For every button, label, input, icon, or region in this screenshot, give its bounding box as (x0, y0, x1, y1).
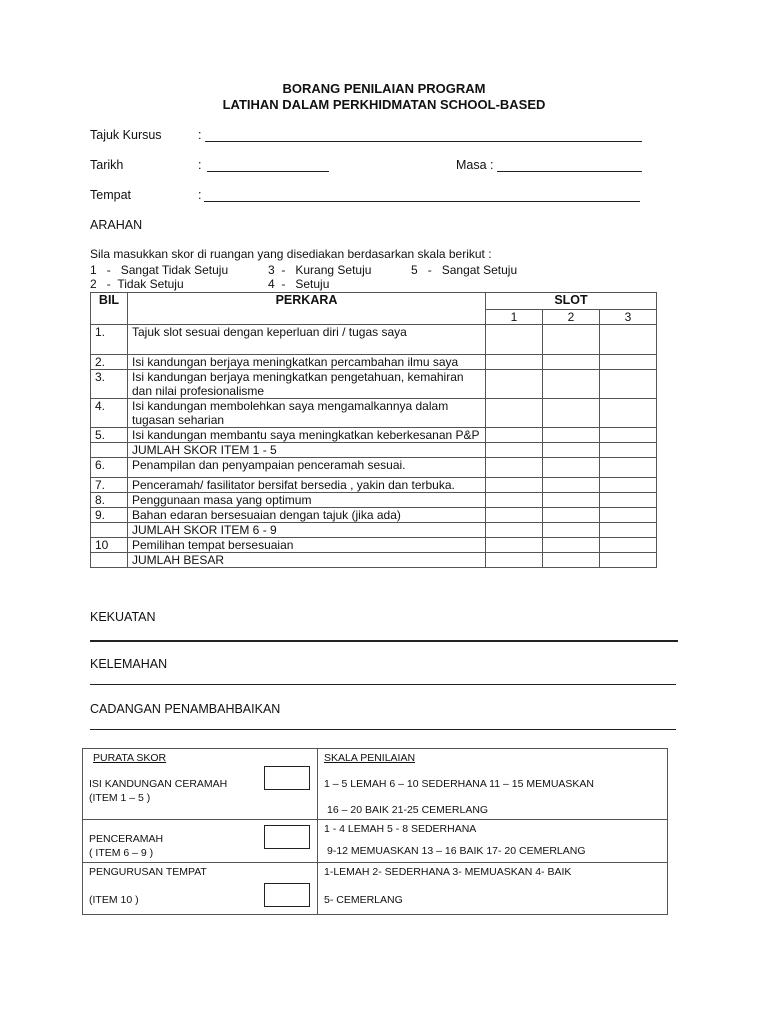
col-skala-header: SKALA PENILAIAN (324, 752, 416, 764)
col-purata-header: PURATA SKOR (93, 752, 167, 764)
colon: : (198, 188, 202, 202)
score-cell-penceramah: PENCERAMAH ( ITEM 6 – 9 ) (83, 820, 318, 863)
tempat-label: Tempat (90, 188, 131, 202)
col-perkara-header: PERKARA (128, 293, 486, 325)
table-row: 9. Bahan edaran bersesuaian dengan tajuk (jika ada) (91, 508, 657, 523)
score-cell[interactable] (600, 508, 657, 523)
score-cell[interactable] (600, 443, 657, 458)
score-cell[interactable] (600, 538, 657, 553)
score-cell[interactable] (600, 478, 657, 493)
score-cell-isi: PURATA SKOR ISI KANDUNGAN CERAMAH (ITEM 1 – 5 ) (83, 749, 318, 820)
cadangan-heading: CADANGAN PENAMBAHBAIKAN (90, 702, 281, 716)
score-cell[interactable] (486, 458, 543, 478)
score-cell[interactable] (600, 428, 657, 443)
score-cell[interactable] (486, 428, 543, 443)
form-subtitle: LATIHAN DALAM PERKHIDMATAN SCHOOL-BASED (222, 97, 546, 112)
score-cell[interactable] (543, 458, 600, 478)
tempat-field[interactable] (204, 201, 640, 202)
kekuatan-heading: KEKUATAN (90, 610, 156, 624)
score-cell[interactable] (543, 443, 600, 458)
score-cell[interactable] (600, 370, 657, 399)
score-cell[interactable] (486, 538, 543, 553)
arahan-heading: ARAHAN (90, 218, 143, 232)
table-row: JUMLAH SKOR ITEM 1 - 5 (91, 443, 657, 458)
table-row: 7. Penceramah/ fasilitator bersifat bersedia , yakin dan terbuka. (91, 478, 657, 493)
table-row: 1. Tajuk slot sesuai dengan keperluan diri / tugas saya (91, 325, 657, 355)
score-cell[interactable] (600, 553, 657, 568)
table-row: 8. Penggunaan masa yang optimum (91, 493, 657, 508)
scale-item-4: 4 - Setuju (268, 277, 330, 291)
slot-1-header: 1 (486, 310, 543, 325)
kekuatan-field[interactable] (90, 640, 678, 642)
table-row: 6. Penampilan dan penyampaian penceramah sesuai. (91, 458, 657, 478)
score-cell[interactable] (543, 370, 600, 399)
scale-item-2: 2 - Tidak Setuju (90, 277, 184, 291)
score-cell[interactable] (543, 428, 600, 443)
score-cell[interactable] (543, 399, 600, 428)
score-cell[interactable] (543, 508, 600, 523)
score-cell[interactable] (486, 370, 543, 399)
score-table (82, 748, 668, 915)
col-bil-header: BIL (91, 293, 128, 325)
cadangan-field[interactable] (90, 729, 676, 730)
slot-2-header: 2 (543, 310, 600, 325)
scale-cell-tempat: 1-LEMAH 2- SEDERHANA 3- MEMUASKAN 4- BAIK 5- CEMERLANG (318, 863, 668, 915)
form-title: BORANG PENILAIAN PROGRAM (282, 81, 486, 96)
colon: : (198, 158, 202, 172)
kelemahan-heading: KELEMAHAN (90, 657, 168, 671)
score-cell[interactable] (486, 523, 543, 538)
score-cell[interactable] (486, 508, 543, 523)
masa-label: Masa : (456, 158, 494, 172)
kelemahan-field[interactable] (90, 684, 676, 685)
score-cell[interactable] (486, 443, 543, 458)
tarikh-field[interactable] (207, 171, 329, 172)
score-box-penceramah[interactable] (264, 825, 310, 849)
score-cell-tempat: PENGURUSAN TEMPAT (ITEM 10 ) (83, 863, 318, 915)
score-cell[interactable] (543, 538, 600, 553)
table-row: 5. Isi kandungan membantu saya meningkatkan keberkesanan P&P (91, 428, 657, 443)
tajuk-kursus-label: Tajuk Kursus (90, 128, 162, 142)
score-cell[interactable] (543, 325, 600, 355)
score-box-tempat[interactable] (264, 883, 310, 907)
score-cell[interactable] (543, 355, 600, 370)
scale-cell-isi: SKALA PENILAIAN 1 – 5 LEMAH 6 – 10 SEDERHANA 11 – 15 MEMUASKAN 16 – 20 BAIK 21-25 CEMERLANG (318, 749, 668, 820)
table-row: 2. Isi kandungan berjaya meningkatkan percambahan ilmu saya (91, 355, 657, 370)
score-cell[interactable] (543, 493, 600, 508)
col-slot-header: SLOT (486, 293, 657, 310)
scale-item-5: 5 - Sangat Setuju (411, 263, 518, 277)
score-cell[interactable] (486, 325, 543, 355)
score-cell[interactable] (543, 478, 600, 493)
scale-cell-penceramah: 1 - 4 LEMAH 5 - 8 SEDERHANA 9-12 MEMUASKAN 13 – 16 BAIK 17- 20 CEMERLANG (318, 820, 668, 863)
table-row: 10 Pemilihan tempat bersesuaian (91, 538, 657, 553)
score-cell[interactable] (543, 553, 600, 568)
evaluation-table (90, 292, 657, 568)
score-cell[interactable] (486, 355, 543, 370)
table-row: 3. Isi kandungan berjaya meningkatkan pengetahuan, kemahiran dan nilai profesionalisme (91, 370, 657, 399)
tajuk-kursus-field[interactable] (205, 141, 642, 142)
score-cell[interactable] (486, 399, 543, 428)
scale-item-3: 3 - Kurang Setuju (268, 263, 372, 277)
masa-field[interactable] (497, 171, 642, 172)
score-cell[interactable] (600, 355, 657, 370)
score-cell[interactable] (486, 493, 543, 508)
score-cell[interactable] (600, 325, 657, 355)
table-row: JUMLAH BESAR (91, 553, 657, 568)
slot-3-header: 3 (600, 310, 657, 325)
tarikh-label: Tarikh (90, 158, 124, 172)
score-cell[interactable] (543, 523, 600, 538)
score-cell[interactable] (600, 523, 657, 538)
arahan-instruction: Sila masukkan skor di ruangan yang disediakan berdasarkan skala berikut : (90, 247, 492, 261)
score-cell[interactable] (600, 399, 657, 428)
score-box-isi[interactable] (264, 766, 310, 790)
score-cell[interactable] (486, 478, 543, 493)
score-cell[interactable] (600, 458, 657, 478)
table-row: 4. Isi kandungan membolehkan saya mengamalkannya dalam tugasan seharian (91, 399, 657, 428)
score-cell[interactable] (600, 493, 657, 508)
scale-item-1: 1 - Sangat Tidak Setuju (90, 263, 229, 277)
score-cell[interactable] (486, 553, 543, 568)
table-row: JUMLAH SKOR ITEM 6 - 9 (91, 523, 657, 538)
colon: : (198, 128, 202, 142)
